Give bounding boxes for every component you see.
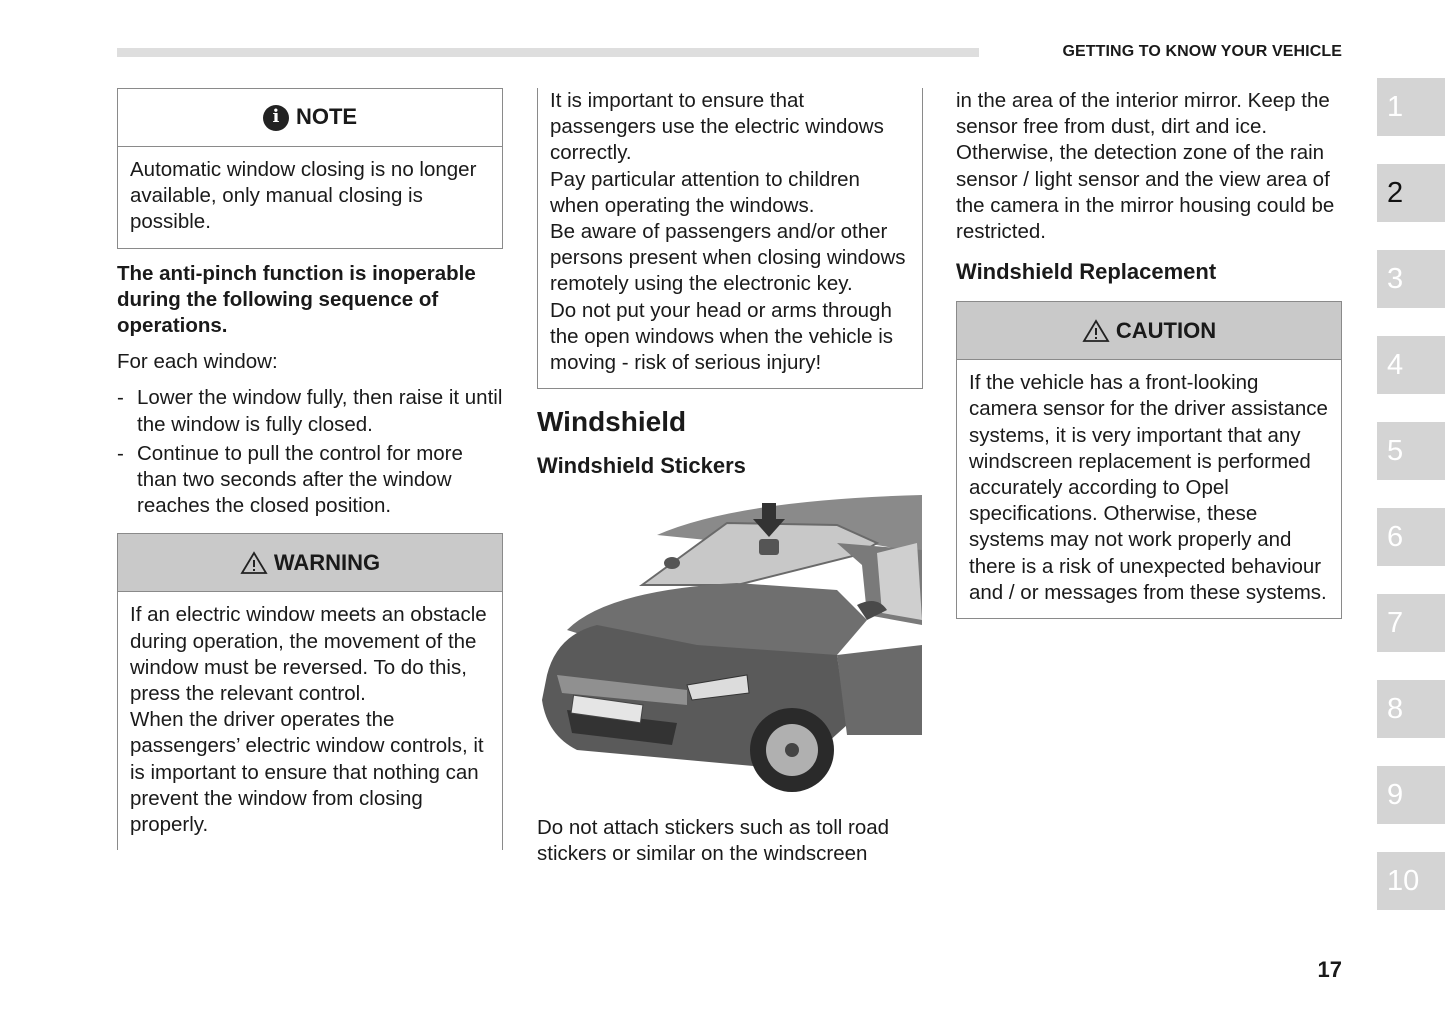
- chapter-tab-8[interactable]: 8: [1377, 680, 1445, 738]
- list-item: - Lower the window fully, then raise it until the window is fully closed.: [117, 385, 503, 437]
- chapter-tab-7[interactable]: 7: [1377, 594, 1445, 652]
- warning-body: [118, 592, 502, 850]
- chapter-tab-3[interactable]: 3: [1377, 250, 1445, 308]
- caution-text: If the vehicle has a front-looking camera sensor for the driver assistance systems, it is very important that any windscreen replacement is performed accurately according to Opel specifications. Otherwise, these systems may not work properly and there is a risk of unexpected behaviour and / or messages from these systems.: [969, 371, 1328, 604]
- chapter-tab-2[interactable]: 2: [1377, 164, 1445, 222]
- chapter-tab-9[interactable]: 9: [1377, 766, 1445, 824]
- warning-title: WARNING: [273, 549, 381, 575]
- car-windshield-illustration: [537, 495, 922, 805]
- windshield-heading: Windshield: [537, 406, 687, 438]
- stickers-text-part1: Do not attach stickers such as toll road stickers or similar on the windscreen: [537, 816, 890, 866]
- windshield-replacement-heading: Windshield Replacement: [956, 259, 1217, 285]
- warning-icon: [1082, 319, 1110, 343]
- caution-title: CAUTION: [1115, 317, 1217, 343]
- warning-box: [117, 533, 503, 850]
- chapter-tab-4[interactable]: 4: [1377, 336, 1445, 394]
- warning-text: It is important to ensure that passengers use the electric windows correctly.: [550, 89, 884, 165]
- warning-text: If an electric window meets an obstacle during operation, the movement of the window must be reversed. To do this, press the relevant control.: [130, 603, 487, 706]
- warning-text: When the driver operates the passengers’ electric window controls, it is important to ensure that nothing can prevent the window from closing properly.: [130, 708, 484, 837]
- chapter-tab-1[interactable]: 1: [1377, 78, 1445, 136]
- caution-header: [957, 302, 1341, 360]
- column-3: [956, 88, 1342, 619]
- page-number: 17: [1317, 957, 1342, 982]
- warning-text: Pay particular attention to children when operating the windows.: [550, 167, 860, 217]
- info-icon: i: [263, 105, 289, 131]
- caution-box: [956, 301, 1342, 619]
- column-1: [117, 88, 503, 850]
- warning-icon: [240, 551, 268, 575]
- list-item: - Continue to pull the control for more than two seconds after the window reaches the closed position.: [117, 441, 503, 520]
- chapter-tab-5[interactable]: 5: [1377, 422, 1445, 480]
- column-2: [537, 88, 923, 868]
- warning-header: [118, 534, 502, 592]
- header-rule: [117, 48, 979, 57]
- chapter-tab-10[interactable]: 10: [1377, 852, 1445, 910]
- chapter-tab-6[interactable]: 6: [1377, 508, 1445, 566]
- stickers-text-part2: in the area of the interior mirror. Keep the sensor free from dust, dirt and ice. Otherwise, the detection zone of the rain sensor / light sensor and the view area of the camera in the mirror housing could be restricted.: [956, 89, 1335, 244]
- anti-pinch-heading: The anti-pinch function is inoperable during the following sequence of operations.: [117, 261, 476, 338]
- section-title: GETTING TO KNOW YOUR VEHICLE: [1062, 43, 1342, 60]
- anti-pinch-intro: For each window:: [117, 350, 278, 374]
- note-text: Automatic window closing is no longer available, only manual closing is possible.: [130, 158, 477, 234]
- warning-text: Do not put your head or arms through the open windows when the vehicle is moving - risk of serious injury!: [550, 298, 894, 375]
- note-title: NOTE: [295, 104, 358, 130]
- note-header: [118, 89, 502, 147]
- windshield-stickers-heading: Windshield Stickers: [537, 453, 746, 479]
- anti-pinch-steps: [117, 385, 503, 519]
- warning-text: Be aware of passengers and/or other persons present when closing windows remotely using the electronic key.: [550, 220, 906, 296]
- warning-box-continued: [537, 88, 923, 389]
- note-box: [117, 88, 503, 249]
